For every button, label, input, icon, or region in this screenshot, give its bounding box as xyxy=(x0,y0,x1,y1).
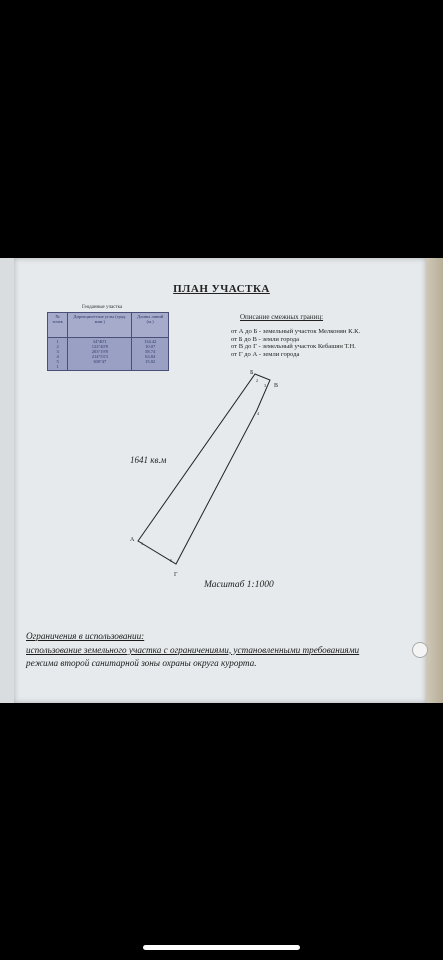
adjacent-item: от Б до В - земли города xyxy=(231,335,300,343)
point-number-5: 5 xyxy=(170,558,172,563)
adjacent-item: от В до Г - земельный участок Кебашян Т.Н. xyxy=(231,343,356,350)
area-label: 1641 кв.м xyxy=(130,455,167,465)
adjacent-item: от А до Б - земельный участок Мелконян К.К. xyxy=(231,328,361,335)
document-photo xyxy=(0,258,443,703)
point-label-g: Г xyxy=(174,572,178,578)
table-caption: Геоданные участка xyxy=(82,305,123,310)
point-number-1: 1 xyxy=(141,541,143,546)
adjacent-item: от Г до А - земли города xyxy=(231,350,300,358)
restrictions-heading: Ограничения в использовании: xyxy=(26,631,145,641)
point-label-b: Б xyxy=(250,370,254,376)
table-cell-lengths: 134.42 10.07 58.74 63.84 15.02 xyxy=(132,338,169,371)
table-header-length: Длины линий (м.) xyxy=(132,313,169,338)
restrictions-line: режима второй санитарной зоны охраны округа курорта. xyxy=(26,658,257,668)
parcel-outline xyxy=(138,374,270,564)
table-header-angle: Дирекцион-ные углы (град. мин.) xyxy=(68,313,132,338)
page-title: ПЛАН УЧАСТКА xyxy=(173,283,270,295)
table-cell-points: 1 2 3 4 5 1 xyxy=(48,338,68,371)
home-indicator[interactable] xyxy=(143,945,300,950)
table-header-point: № точек xyxy=(48,313,68,338)
punch-hole xyxy=(412,642,428,658)
point-number-4: 4 xyxy=(257,411,259,416)
table-cell-angles: 34°40'1 122°40'8 203°19'8 214°53'3 300°47 xyxy=(68,338,132,371)
point-number-3: 3 xyxy=(264,383,266,388)
point-label-a: А xyxy=(130,537,135,543)
restrictions-block xyxy=(26,630,443,671)
point-number-2: 2 xyxy=(256,378,258,383)
adjacent-title: Описание смежных границ: xyxy=(240,313,324,321)
scale-label: Масштаб 1:1000 xyxy=(204,580,274,590)
point-label-v: В xyxy=(274,383,279,389)
restrictions-line: использование земельного участка с ограничениями, установленными требованиями xyxy=(26,644,360,655)
